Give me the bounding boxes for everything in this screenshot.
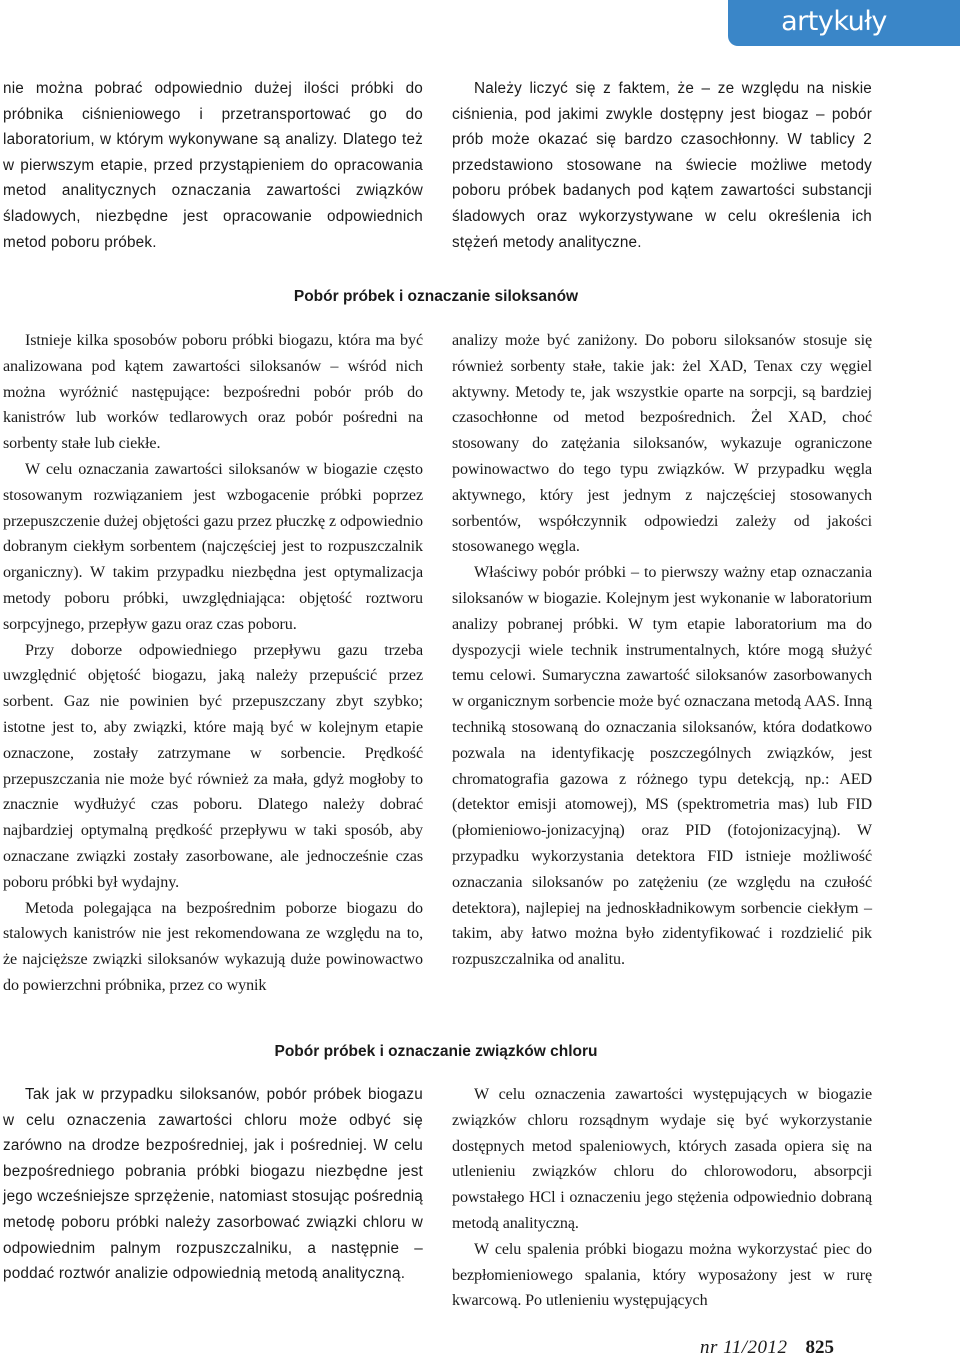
paragraph: Istnieje kilka sposobów poboru próbki biogazu, która ma być analizowana pod kątem zawartości siloksanów – wśród nich można wyróżnić następujące: bezpośredni pobór prób do kanistrów lub worków tedlarowych oraz pobór pośredni na sorbenty stałe lub ciekłe. <box>3 332 423 453</box>
section1-right-column <box>452 328 872 973</box>
page-number: 825 <box>805 1337 835 1358</box>
paragraph: Tak jak w przypadku siloksanów, pobór próbek biogazu w celu oznaczenia zawartości chloru może odbyć się zarówno na drodze bezpośredniej, jak i pośredniej. W celu bezpośredniego pobrania próbki biogazu niezbędne jest jego wcześniejsze sprzężenie, natomiast stosując pośrednią metodę poboru próbki należy zasorbować związki chloru w odpowiednim palnym rozpuszczalniku, a następnie – poddać roztwór analizie odpowiednią metodą analityczną. <box>3 1086 423 1283</box>
section2-right-column <box>452 1082 872 1314</box>
paragraph: W celu oznaczenia zawartości występujących w biogazie związków chloru rozsądnym wydaje się być wykorzystanie dostępnych metod spaleniowych, których zasada opiera się na utlenieniu związków chloru do chlorowodoru, absorpcji powstałego HCl i oznaczeniu jego stężenia odpowiednio dobraną metodą analityczną. <box>452 1086 872 1232</box>
intro-left-column <box>3 76 423 255</box>
intro-left-paragraph: nie można pobrać odpowiednio dużej ilości próbki do próbnika ciśnieniowego i przetransportować go do laboratorium, w którym wykonywane są analizy. Dlatego też w pierwszym etapie, przed przystąpieniem do opracowania metod analitycznych oznaczania zawartości związków śladowych, niezbędne jest opracowanie odpowiednich metod poboru próbek. <box>3 80 423 251</box>
intro-right-column <box>452 76 872 255</box>
intro-right-paragraph: Należy liczyć się z faktem, że – ze względu na niskie ciśnienia, pod jakimi zwykle dostępny jest biogaz – pobór prób może okazać się bardzo czasochłonny. W tablicy 2 przedstawiono stosowane na świecie możliwe metody poboru próbek badanych pod kątem zawartości substancji śladowych oraz wykorzystywane w celu określenia ich stężeń metody analityczne. <box>452 80 872 251</box>
paragraph: Metoda polegająca na bezpośrednim poborze biogazu do stalowych kanistrów nie jest rekomendowana ze względu na to, że najcięższe związki siloksanów wykazują duże powinowactwo do powierzchni próbnika, przez co wynik <box>3 899 423 994</box>
paragraph: Właściwy pobór próbki – to pierwszy ważny etap oznaczania siloksanów w biogazie. Kolejnym jest wykonanie w laboratorium analizy pobranej próbki. W tym etapie laboratorium ma do dyspozycji wiele technik instrumentalnych, które mogą służyć temu celowi. Sumaryczna zawartość siloksanów zasorbowanych w organicznym sorbencie może być oznaczana metodą AAS. Inną techniką stosowaną do oznaczania siloksanów, która dodatkowo pozwala na identyfikację poszczególnych związków, jest chromatografia gazowa z różnego typu detekcją, np.: AED (detektor emisji atomowej), MS (spektrometria mas) lub FID (płomieniowo-jonizacyjną) oraz PID (fotojonizacyjną). W przypadku wykorzystania detektora FID istnieje możliwość oznaczania siloksanów po zatężeniu (ze względu na czułość detektora), najlepiej na jednoskładnikowym sorbencie ciekłym – takim, aby łatwo można było zidentyfikować i rozdzielić pik rozpuszczalnika od analitu. <box>452 564 872 969</box>
section1-left-column <box>3 328 423 999</box>
paragraph: W celu spalenia próbki biogazu można wykorzystać piec do bezpłomieniowego spalania, który wyposażony jest w rurę kwarcową. Po utlenieniu występujących <box>452 1240 872 1310</box>
page-footer <box>700 1337 834 1359</box>
section2-left-column <box>3 1082 423 1287</box>
section-badge-label: artykuły <box>781 6 887 37</box>
paragraph: Przy doborze odpowiedniego przepływu gazu trzeba uwzględnić objętość biogazu, jaką należy przepuścić przez sorbent. Gaz nie powinien być przepuszczany zbyt szybko; istotne jest to, aby związki, które mają być w kolejnym etapie oznaczone, zostały zatrzymane w sorbencie. Prędkość przepuszczania nie może być również za mała, gdyż mogłoby to znacznie wydłużyć czas poboru. Dlatego należy dobrać najbardziej optymalną prędkość przepływu w taki sposób, aby oznaczane związki zostały zasorbowane, ale jednocześnie czas poboru próbki był wydajny. <box>3 641 423 891</box>
section-heading-siloxanes: Pobór próbek i oznaczanie siloksanów <box>293 288 579 305</box>
section-heading-chlorine: Pobór próbek i oznaczanie związków chloru <box>274 1043 598 1060</box>
paragraph: W celu oznaczania zawartości siloksanów w biogazie często stosowanym rozwiązaniem jest wzbogacenie próbki poprzez przepuszczenie dużej objętości gazu przez płuczkę z odpowiednio dobranym ciekłym sorbentem (najczęściej jest to rozpuszczalnik organiczny). W takim przypadku niezbędna jest optymalizacja metody poboru próbki, uwzględniająca: objętość roztworu sorpcyjnego, przepływ gazu oraz czas poboru. <box>3 460 423 633</box>
section-badge <box>728 0 960 46</box>
paragraph: analizy może być zaniżony. Do poboru siloksanów stosuje się również sorbenty stałe, takie jak: żel XAD, Tenax czy węgiel aktywny. Metody te, jak wszystkie oparte na sorpcji, są bardziej czasochłonne od metod bezpośrednich. Żel XAD, choć stosowany do zatężania siloksanów, wykazuje ograniczone powinowactwo do tego typu związków. W przypadku węgla aktywnego, który jest jednym z najczęściej stosowanych sorbentów, współczynnik odpowiedzi zależy od jakości stosowanego węgla. <box>452 332 872 556</box>
issue-number: nr 11/2012 <box>700 1337 788 1358</box>
